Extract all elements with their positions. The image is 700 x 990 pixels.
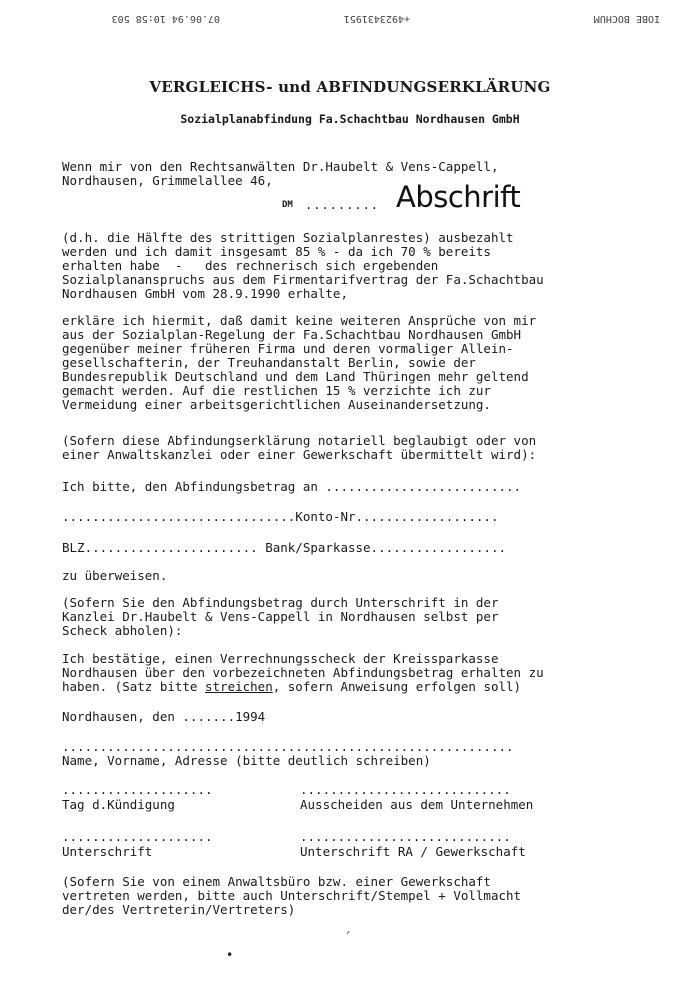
- streichen-underlined: streichen: [205, 679, 273, 694]
- para2-line-6: gemacht werden. Auf die restlichen 15 % verzichte ich zur: [62, 383, 491, 398]
- para5-line-3-after: , sofern Anweisung erfolgen soll): [272, 679, 522, 694]
- para1-line-3: erhalten habe - des rechnerisch sich ergebenden: [62, 258, 439, 273]
- para2-line-7: Vermeidung einer arbeitsgerichtlichen Auseinandersetzung.: [62, 397, 491, 412]
- fax-header: [0, 6, 700, 24]
- transfer-bank-line: BLZ....................... Bank/Sparkasse..................: [62, 540, 507, 555]
- para2-line-1: erkläre ich hiermit, daß damit keine weiteren Ansprüche von mir: [62, 313, 537, 328]
- para6-line-2: vertreten werden, bitte auch Unterschrift/Stempel + Vollmacht: [62, 888, 522, 903]
- para1-line-5: Nordhausen GmbH vom 28.9.1990 erhalte,: [62, 286, 348, 301]
- para5-line-3-before: haben. (Satz bitte: [62, 679, 205, 694]
- para5-line-2: Nordhausen über den vorbezeichneten Abfindungsbetrag erhalten zu: [62, 665, 544, 680]
- para6-line-3: der/des Vertreterin/Vertreters): [62, 902, 296, 917]
- para5-line-1: Ich bestätige, einen Verrechnungsscheck der Kreissparkasse: [62, 651, 499, 666]
- unterschrift-label: Unterschrift: [62, 844, 153, 859]
- date-line: Nordhausen, den .......1994: [62, 709, 266, 724]
- ausscheiden-label: Ausscheiden aus dem Unternehmen: [300, 797, 534, 812]
- para2-line-3: gegenüber meiner früheren Firma und deren vormaliger Allein-: [62, 341, 514, 356]
- unterschrift-ra-label: Unterschrift RA / Gewerkschaft: [300, 844, 526, 859]
- para1-line-2: werden und ich damit insgesamt 85 % - da ich 70 % bereits: [62, 244, 491, 259]
- fax-header-timestamp: 07.06.94 10:58 503: [111, 13, 220, 24]
- para1-line-1: (d.h. die Hälfte des strittigen Sozialplanrestes) ausbezahlt: [62, 230, 514, 245]
- para3-line-2: einer Anwaltskanzlei oder einer Gewerkschaft übermittelt wird):: [62, 447, 537, 462]
- kuendigung-label: Tag d.Kündigung: [62, 797, 175, 812]
- intro-line-1: Wenn mir von den Rechtsanwälten Dr.Haubelt & Vens-Cappell,: [62, 159, 499, 174]
- fax-header-number: +4923431951: [343, 13, 410, 24]
- unterschrift-dots: ....................: [62, 829, 213, 844]
- abschrift-stamp: Abschrift: [396, 180, 521, 214]
- para4-line-3: Scheck abholen):: [62, 623, 183, 638]
- document-subtitle: Sozialplanabfindung Fa.Schachtbau Nordhausen GmbH: [180, 112, 520, 126]
- para4-line-2: Kanzlei Dr.Haubelt & Vens-Cappell in Nordhausen selbst per: [62, 609, 499, 624]
- para2-line-4: gesellschafterin, der Treuhandanstalt Berlin, sowie der: [62, 355, 476, 370]
- kuendigung-dots: ....................: [62, 782, 213, 797]
- unterschrift-ra-dots: ............................: [300, 829, 511, 844]
- transfer-closing-line: zu überweisen.: [62, 568, 168, 583]
- transfer-account-line: ...............................Konto-Nr...................: [62, 509, 499, 524]
- transfer-recipient-line: Ich bitte, den Abfindungsbetrag an ..........................: [62, 479, 522, 494]
- scan-dot-mark: •: [226, 948, 234, 962]
- para2-line-5: Bundesrepublik Deutschland und dem Land Thüringen mehr geltend: [62, 369, 529, 384]
- para3-line-1: (Sofern diese Abfindungserklärung notariell beglaubigt oder von: [62, 433, 537, 448]
- amount-dots: .........: [305, 198, 380, 212]
- name-signature-dots: ............................................................: [62, 739, 514, 754]
- scan-speck-mark: ´: [344, 930, 352, 944]
- ausscheiden-dots: ............................: [300, 782, 511, 797]
- amount-prefix: DM: [282, 200, 293, 210]
- name-address-label: Name, Vorname, Adresse (bitte deutlich schreiben): [62, 753, 431, 768]
- document-title: VERGLEICHS- und ABFINDUNGSERKLÄRUNG: [149, 78, 551, 96]
- para1-line-4: Sozialplananspruchs aus dem Firmentarifvertrag der Fa.Schachtbau: [62, 272, 544, 287]
- para6-line-1: (Sofern Sie von einem Anwaltsbüro bzw. einer Gewerkschaft: [62, 874, 491, 889]
- para4-line-1: (Sofern Sie den Abfindungsbetrag durch Unterschrift in der: [62, 595, 499, 610]
- fax-header-sender: IOBE BOCHUM: [593, 13, 660, 24]
- intro-line-2: Nordhausen, Grimmelallee 46,: [62, 173, 273, 188]
- para5-line-3: [62, 680, 607, 694]
- para2-line-2: aus der Sozialplan-Regelung der Fa.Schachtbau Nordhausen GmbH: [62, 327, 522, 342]
